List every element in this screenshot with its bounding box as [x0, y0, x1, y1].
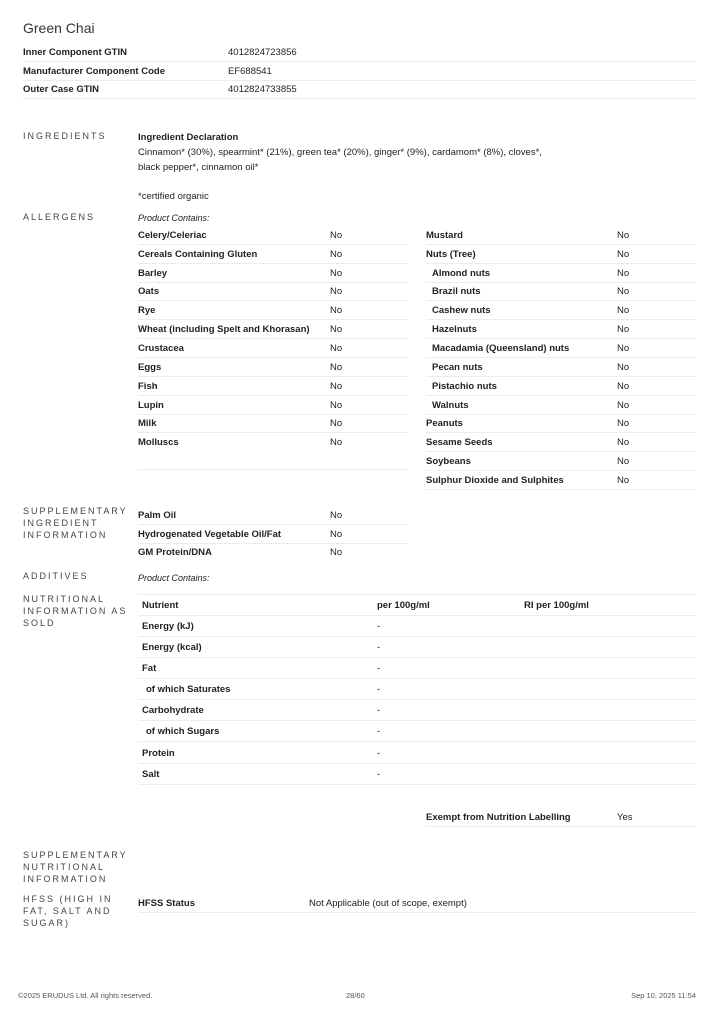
identifier-row	[23, 80, 696, 99]
identifier-label: Manufacturer Component Code	[23, 66, 165, 77]
allergen-label: Soybeans	[426, 456, 471, 467]
allergen-row	[426, 264, 696, 283]
allergen-value: No	[617, 400, 630, 411]
nutrient-label: of which Sugars	[146, 726, 220, 737]
nutrition-row	[138, 700, 696, 721]
allergen-value: No	[330, 230, 343, 241]
allergen-label: Peanuts	[426, 418, 463, 429]
allergen-label: Fish	[138, 381, 158, 392]
allergen-row	[426, 414, 696, 433]
page-title: Green Chai	[23, 20, 95, 36]
allergen-row	[138, 358, 408, 377]
section-label-supplementary-nutrition: SUPPLEMENTARY NUTRITIONAL INFORMATION	[23, 850, 128, 884]
exempt-value: Yes	[617, 812, 633, 823]
supplementary-row	[138, 543, 408, 561]
allergen-label: Eggs	[138, 362, 162, 373]
per100-column-header: per 100g/ml	[377, 600, 430, 611]
allergen-row	[138, 245, 408, 264]
allergen-value: No	[617, 456, 630, 467]
allergen-value: No	[617, 475, 630, 486]
allergen-label: Lupin	[138, 400, 164, 411]
nutrition-row	[138, 679, 696, 700]
identifier-value: 4012824733855	[228, 84, 297, 95]
nutrient-value: -	[377, 621, 381, 632]
allergen-value: No	[617, 268, 630, 279]
nutrient-value: -	[377, 726, 381, 737]
allergen-value: No	[617, 418, 630, 429]
allergen-label: Cashew nuts	[432, 305, 491, 316]
allergen-row	[138, 396, 408, 415]
nutrition-row	[138, 743, 696, 764]
additives-contains-label: Product Contains:	[138, 573, 210, 583]
supplementary-value: No	[330, 529, 343, 540]
identifier-value: EF688541	[228, 66, 272, 77]
allergen-value: No	[330, 286, 343, 297]
supplementary-row	[138, 525, 408, 544]
allergen-value: No	[617, 437, 630, 448]
allergen-value: No	[330, 437, 343, 448]
nutrient-column-header: Nutrient	[142, 600, 179, 611]
nutrient-label: Energy (kJ)	[142, 621, 194, 632]
allergen-value: No	[617, 249, 630, 260]
allergen-value: No	[617, 286, 630, 297]
allergen-row	[138, 414, 408, 433]
allergen-label: Oats	[138, 286, 160, 297]
nutrient-value: -	[377, 769, 381, 780]
ingredient-text-line: black pepper*, cinnamon oil*	[138, 162, 259, 173]
allergen-label: Macadamia (Queensland) nuts	[432, 343, 570, 354]
hfss-value: Not Applicable (out of scope, exempt)	[309, 898, 467, 909]
ingredient-declaration-heading: Ingredient Declaration	[138, 132, 239, 143]
nutrient-value: -	[377, 748, 381, 759]
allergen-value: No	[617, 230, 630, 241]
allergen-row	[138, 282, 408, 301]
nutrient-label: Energy (kcal)	[142, 642, 202, 653]
nutrition-header-row	[138, 594, 696, 616]
section-label-ingredients: INGREDIENTS	[23, 131, 107, 141]
nutrient-value: -	[377, 705, 381, 716]
allergen-row	[426, 339, 696, 358]
section-label-supplementary-ingredient: SUPPLEMENTARY INGREDIENT INFORMATION	[23, 506, 128, 540]
allergen-value: No	[330, 418, 343, 429]
allergen-label: Mustard	[426, 230, 463, 241]
supplementary-label: Palm Oil	[138, 510, 177, 521]
allergen-value: No	[617, 362, 630, 373]
identifier-label: Inner Component GTIN	[23, 47, 127, 58]
section-label-nutrition: NUTRITIONAL INFORMATION AS SOLD	[23, 594, 128, 628]
allergen-row	[426, 452, 696, 471]
nutrient-label: Protein	[142, 748, 175, 759]
allergen-label: Crustacea	[138, 343, 184, 354]
supplementary-row	[138, 506, 408, 525]
nutrient-value: -	[377, 684, 381, 695]
allergen-row	[138, 433, 408, 470]
allergen-value: No	[617, 324, 630, 335]
allergen-row	[426, 377, 696, 396]
allergen-label: Walnuts	[432, 400, 469, 411]
allergen-label: Hazelnuts	[432, 324, 477, 335]
allergen-row	[138, 264, 408, 283]
allergen-row	[426, 396, 696, 415]
allergen-row	[426, 320, 696, 339]
allergen-value: No	[330, 400, 343, 411]
allergen-label: Celery/Celeriac	[138, 230, 207, 241]
footer-copyright: ©2025 ERUDUS Ltd. All rights reserved.	[18, 991, 153, 1000]
identifier-row	[23, 62, 696, 81]
allergen-row	[426, 282, 696, 301]
allergen-label: Sesame Seeds	[426, 437, 493, 448]
nutrient-label: Salt	[142, 769, 160, 780]
allergen-row	[426, 245, 696, 264]
product-contains-label: Product Contains:	[138, 213, 210, 223]
supplementary-value: No	[330, 547, 343, 558]
nutrition-row	[138, 616, 696, 637]
allergen-label: Rye	[138, 305, 156, 316]
allergen-value: No	[617, 381, 630, 392]
supplementary-label: Hydrogenated Vegetable Oil/Fat	[138, 529, 282, 540]
allergen-label: Molluscs	[138, 437, 179, 448]
identifier-value: 4012824723856	[228, 47, 297, 58]
allergen-value: No	[330, 305, 343, 316]
nutrient-label: Fat	[142, 663, 157, 674]
allergen-row	[138, 320, 408, 339]
allergen-label: Sulphur Dioxide and Sulphites	[426, 475, 564, 486]
allergen-value: No	[330, 381, 343, 392]
allergen-value: No	[330, 362, 343, 373]
supplementary-label: GM Protein/DNA	[138, 547, 212, 558]
allergen-label: Pistachio nuts	[432, 381, 497, 392]
nutrient-label: Carbohydrate	[142, 705, 204, 716]
allergen-row	[426, 433, 696, 452]
allergen-label: Milk	[138, 418, 157, 429]
allergen-row	[138, 377, 408, 396]
allergen-label: Nuts (Tree)	[426, 249, 476, 260]
allergen-value: No	[617, 343, 630, 354]
supplementary-value: No	[330, 510, 343, 521]
nutrition-row	[138, 721, 696, 742]
allergen-value: No	[617, 305, 630, 316]
allergen-row	[426, 471, 696, 490]
identifier-row	[23, 43, 696, 62]
allergen-value: No	[330, 343, 343, 354]
allergen-value: No	[330, 249, 343, 260]
identifier-label: Outer Case GTIN	[23, 84, 100, 95]
allergen-row	[138, 226, 408, 245]
allergen-label: Wheat (including Spelt and Khorasan)	[138, 324, 310, 335]
nutrition-row	[138, 637, 696, 658]
nutrient-label: of which Saturates	[146, 684, 231, 695]
allergen-value: No	[330, 268, 343, 279]
section-label-allergens: ALLERGENS	[23, 212, 96, 222]
allergen-label: Brazil nuts	[432, 286, 481, 297]
nutrient-value: -	[377, 642, 381, 653]
hfss-row	[138, 894, 696, 913]
exempt-row	[426, 808, 696, 827]
allergen-value: No	[330, 324, 343, 335]
ingredient-text-line: Cinnamon* (30%), spearmint* (21%), green tea* (20%), ginger* (9%), cardamom* (8%), cloves*,	[138, 147, 542, 158]
allergen-label: Almond nuts	[432, 268, 491, 279]
section-label-additives: ADDITIVES	[23, 571, 89, 581]
section-label-hfss: HFSS (HIGH IN FAT, SALT AND SUGAR)	[23, 894, 113, 928]
ri-column-header: RI per 100g/ml	[524, 600, 589, 611]
footer-page-number: 28/60	[346, 991, 365, 1000]
allergen-label: Barley	[138, 268, 168, 279]
allergen-row	[426, 301, 696, 320]
allergen-label: Cereals Containing Gluten	[138, 249, 258, 260]
hfss-label: HFSS Status	[138, 898, 196, 909]
nutrition-row	[138, 764, 696, 785]
allergen-row	[426, 358, 696, 377]
organic-note: *certified organic	[138, 191, 209, 202]
footer-date: Sep 10, 2025 11:54	[631, 991, 696, 1000]
allergen-row	[138, 301, 408, 320]
nutrition-row	[138, 658, 696, 679]
nutrient-value: -	[377, 663, 381, 674]
allergen-label: Pecan nuts	[432, 362, 483, 373]
allergen-row	[138, 339, 408, 358]
allergen-row	[426, 226, 696, 245]
exempt-label: Exempt from Nutrition Labelling	[426, 812, 571, 823]
